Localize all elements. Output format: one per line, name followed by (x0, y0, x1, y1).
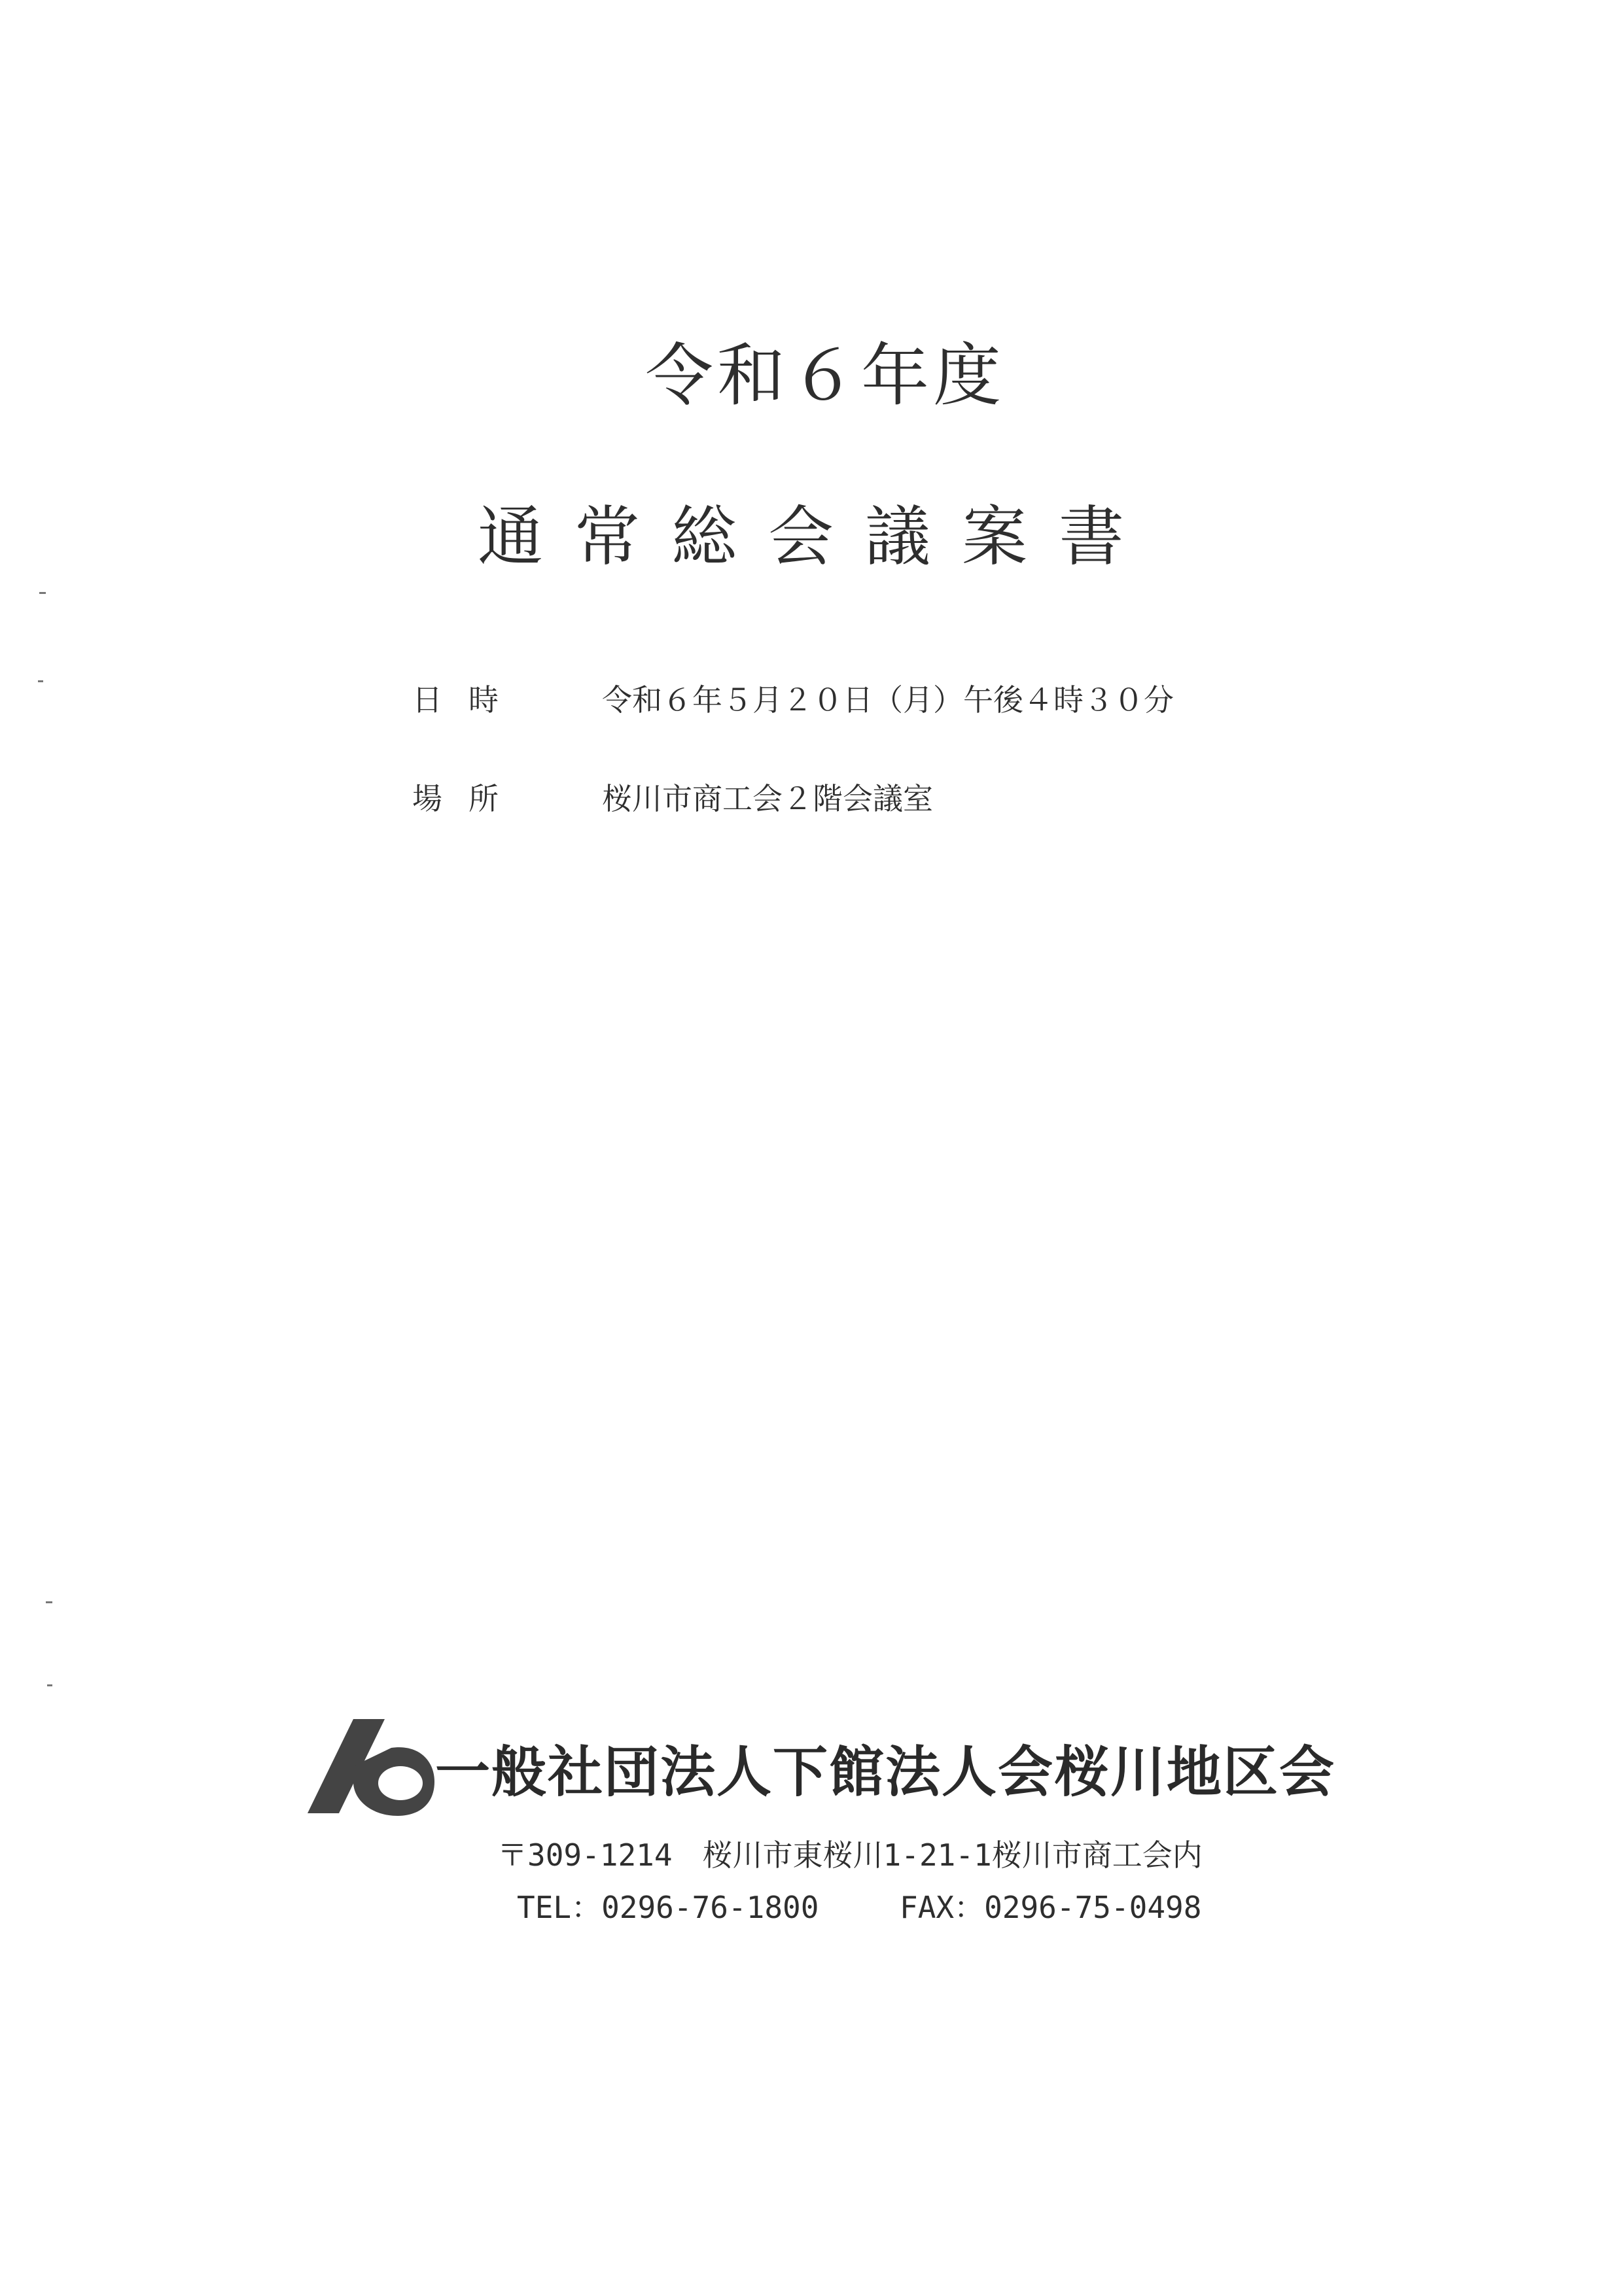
meeting-date-label: 日時 (412, 682, 525, 718)
organization-name: 一般社団法人下館法人会桜川地区会 (435, 1740, 1336, 1804)
organization-header (308, 1714, 1336, 1818)
scan-speck (38, 680, 43, 682)
scan-speck (46, 1601, 52, 1603)
meeting-date-row (412, 676, 1174, 720)
organization-tel: TEL：0296-76-1800 (517, 1890, 819, 1925)
meeting-place-label: 場所 (412, 781, 525, 816)
meeting-place-value: 桜川市商工会２階会議室 (602, 781, 933, 816)
meeting-date-value: 令和６年５月２０日（月）午後４時３０分 (602, 682, 1174, 718)
document-title-year: 令和６年度 (644, 336, 1005, 415)
organization-logo-icon (308, 1714, 438, 1818)
document-title-main: 通常総会議案書 (478, 498, 1156, 575)
organization-address: 〒309-1214 桜川市東桜川1-21-1桜川市商工会内 (497, 1837, 1203, 1873)
scan-speck (39, 592, 46, 594)
scan-speck (47, 1684, 52, 1686)
organization-fax: FAX：0296-75-0498 (900, 1890, 1202, 1925)
meeting-place-row (412, 775, 933, 818)
